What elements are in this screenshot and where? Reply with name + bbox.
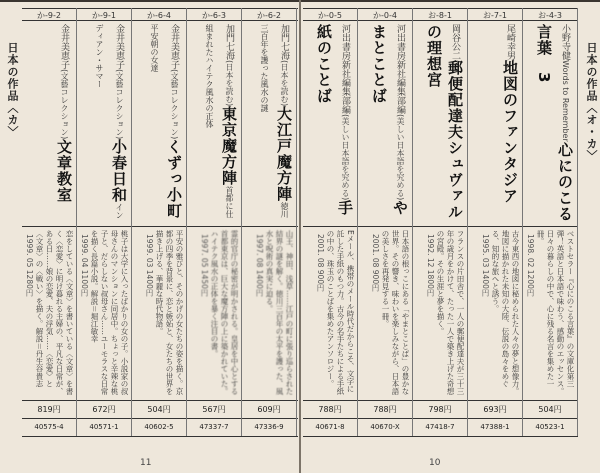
entry-author: 尾崎幸男 [505, 24, 515, 60]
column-divider [522, 8, 523, 436]
entry-description-text: Eメール、携帯のメール時代だからこそ、文字に託した手紙のもつ力。古今の名手たちによる手紙の中の、珠玉のことばを集めたアンソロジー。 [326, 230, 355, 395]
entry-title: 大江戸魔方陣 [275, 106, 293, 203]
isbn-rule [22, 418, 298, 419]
entry-isbn: 47388-1 [480, 423, 510, 431]
entry-description [415, 228, 466, 400]
entry-code: か-9-1 [92, 11, 116, 20]
entry-author: 金井美恵子 [169, 24, 179, 69]
entry-price: 504円 [538, 405, 562, 414]
left-side-header: 日本の作品〈カ〉 [6, 42, 19, 138]
entry-code: か-9-2 [37, 11, 61, 20]
entry-series: (日本を読む) [280, 60, 289, 107]
entry-title: 文章教室 [55, 139, 73, 204]
entry-description [244, 228, 295, 400]
entry-date: 1999. 03 1400円 [145, 234, 154, 297]
column-divider [467, 8, 468, 436]
entry-subtitle: インディアン・サマー [95, 24, 124, 220]
entry-isbn: 40671-8 [315, 423, 345, 431]
top-rule [22, 8, 298, 9]
entry-series: (日本を読む) [225, 60, 234, 107]
entry-price: 672円 [92, 405, 116, 414]
column-divider [412, 8, 413, 436]
entry-heading [470, 24, 521, 224]
entry-description-text: フランスの片田舎で、一人の郵便配達夫が三十三年の歳月をかけて、たった一人で築き上げた奇想の宮殿。その生涯と夢を描く。 [436, 230, 465, 395]
column-divider [357, 8, 358, 436]
entry-price: 788円 [373, 405, 397, 414]
column-divider [296, 8, 297, 436]
entry-author: 岡谷公二 [450, 24, 460, 60]
entry-heading [24, 24, 75, 224]
entry-price: 504円 [147, 405, 171, 414]
entry-date: 1999. 05 1280円 [25, 234, 34, 297]
column-divider [131, 8, 132, 436]
mid-rule [22, 226, 298, 227]
entry-heading [244, 24, 295, 224]
entry-title: 東京魔方陣 [220, 106, 238, 187]
entry-isbn: 47337-7 [199, 423, 229, 431]
entry-description [189, 228, 240, 400]
entry-date: 2001. 08 900円 [371, 234, 380, 292]
entry-series: Words to Remember [561, 60, 570, 142]
entry-heading [360, 24, 411, 224]
entry-subtitle: 徳川三百年を護った風水の謎 [260, 24, 289, 219]
entry-description-text: ベストセラー『心にのこる言葉』の文庫化第三弾！英語と日本語で味わう、感動のエッセンス。日々の暮らしの中で、心に残る名言を集めた一冊。 [536, 230, 575, 395]
entry-date: 1992. 12 1800円 [426, 234, 435, 297]
page-number: 11 [140, 458, 152, 468]
entry-author: 河出書房新社編集部編 [395, 24, 405, 114]
entry-isbn: 47336-9 [254, 423, 284, 431]
entry-date: 1999. 04 1100円 [80, 234, 89, 297]
entry-isbn: 40602-5 [144, 423, 174, 431]
entry-author: 小野寺健 [560, 24, 570, 60]
entry-price: 609円 [257, 405, 281, 414]
entry-code: か-0-4 [373, 11, 397, 20]
entry-date: 2001. 08 900円 [316, 234, 325, 292]
entry-description [305, 228, 356, 400]
entry-author: 加門七海 [224, 24, 234, 60]
column-divider [241, 8, 242, 436]
entry-description-text: 古今東西の地図に秘められた人々の夢と想像力。地図に描かれた未知の大陸、伝説の島々をめぐる、知的な旅へと誘う。 [491, 230, 520, 395]
entry-price: 693円 [483, 405, 507, 414]
entry-title: 郵便配達夫シュヴァルの理想宮 [425, 24, 464, 220]
entry-series: (文藝コレクション) [170, 69, 179, 140]
entry-subtitle: 首都に仕組まれたハイテク風水の正体 [205, 24, 234, 219]
entry-code: お-4-3 [538, 11, 562, 20]
entry-heading [79, 24, 130, 224]
entry-description-text: 日本語の根っこにある「やまとことば」の豊かな世界。その響き、味わいを楽しみながら、日本語の美しさを再発見する一冊。 [381, 230, 410, 395]
entry-code: か-6-2 [257, 11, 281, 20]
entry-author: 加門七海 [279, 24, 289, 60]
column-divider [186, 8, 187, 436]
entry-title: やまとことば [370, 24, 409, 217]
entry-isbn: 47418-7 [425, 423, 455, 431]
entry-date: 1997. 08 1400円 [255, 234, 264, 297]
right-side-header: 日本の作品〈オ・カ〉 [585, 42, 598, 162]
entry-date: 1998. 02 1200円 [526, 234, 535, 297]
entry-series: (文藝コレクション) [60, 69, 69, 140]
entry-description-text: 霊的官庁の秘密が明かされる。皇居を中心とする首都東京は、巨大な魔方陣の上に築かれていた。ハイテク風水の正体を暴く注目の書。 [210, 230, 239, 395]
entry-title: 心にのこる言葉 3 [535, 24, 574, 222]
entry-isbn: 40523-1 [535, 423, 565, 431]
entry-heading [189, 24, 240, 224]
entry-code: お-7-1 [483, 11, 507, 20]
entry-isbn: 40670-X [370, 423, 400, 431]
entry-title: 手紙のことば [315, 24, 354, 217]
bottom-rule [303, 436, 578, 437]
entry-code: か-0-5 [318, 11, 342, 20]
entry-date: 1995. 03 1400円 [481, 234, 490, 297]
entry-author: 河出書房新社編集部編 [340, 24, 350, 114]
entry-description-text: 山王、神田、浅草……江戸の町に張り巡らされた結界の謎を解く。徳川三百年の太平を護った、風水と呪術の真実に迫る。 [265, 230, 294, 395]
entry-title: くずっ小町 [165, 139, 183, 220]
entry-description [470, 228, 521, 400]
column-divider [76, 8, 77, 436]
entry-description [525, 228, 576, 400]
bottom-rule [22, 436, 298, 437]
entry-description [360, 228, 411, 400]
entry-price: 798円 [428, 405, 452, 414]
price-rule [303, 400, 578, 401]
mid-rule [303, 226, 578, 227]
price-rule [22, 400, 298, 401]
entry-date: 1997. 05 1450円 [200, 234, 209, 297]
entry-heading [305, 24, 356, 224]
entry-series: (文藝コレクション) [115, 69, 124, 140]
entry-description-text: 恋をしている〈文章〉を書いている〈文章〉を書く〈恋愛〉に明け暮れる主婦の、平凡な日常が、ある日……娘の恋愛、夫の浮気……〈恋愛〉と〈文章〉の〈戦い〉を描く。解説＝丹生谷貴志 [35, 230, 74, 395]
entry-series: (美しい日本語を究める) [396, 114, 405, 201]
entry-code: か-6-4 [147, 11, 171, 20]
entry-title: 地図のファンタジア [501, 60, 519, 204]
entry-price: 788円 [318, 405, 342, 414]
entry-heading [415, 24, 466, 224]
entry-price: 567円 [202, 405, 226, 414]
page-number: 10 [429, 458, 441, 468]
entry-description-text: 平安の雅びと、そのかげの女たちの姿を描く。京都の四季を背景に、恋と嫉妬と、女たちの世界を描き上げる、華麗な時代物語。 [155, 230, 184, 395]
entry-subtitle: 平安朝の女達 [150, 24, 159, 72]
isbn-rule [303, 418, 578, 419]
entry-description [24, 228, 75, 400]
entry-description [134, 228, 185, 400]
entry-code: か-6-3 [202, 11, 226, 20]
entry-isbn: 40571-1 [89, 423, 119, 431]
right-page [301, 2, 600, 473]
entry-heading [134, 24, 185, 224]
entry-description-text: 桃子は大学に入ったばかりの女の子。小説家の叔母さんのマンションに同居中。ちょっと辛辣な桃子と、だらしない叔母さん……ユーモラスな日常を描く長篇小説。解説＝堀江敏幸 [90, 230, 129, 395]
entry-price: 819円 [37, 405, 61, 414]
entry-series: (美しい日本語を究める) [341, 114, 350, 201]
entry-heading [525, 24, 576, 224]
entry-author: 金井美恵子 [59, 24, 69, 69]
top-rule [303, 8, 578, 9]
left-page [0, 2, 300, 473]
entry-description [79, 228, 130, 400]
entry-isbn: 40575-4 [34, 423, 64, 431]
entry-title: 小春日和 [110, 139, 128, 204]
entry-author: 金井美恵子 [114, 24, 124, 69]
column-divider [577, 8, 578, 436]
entry-code: お-8-1 [428, 11, 452, 20]
